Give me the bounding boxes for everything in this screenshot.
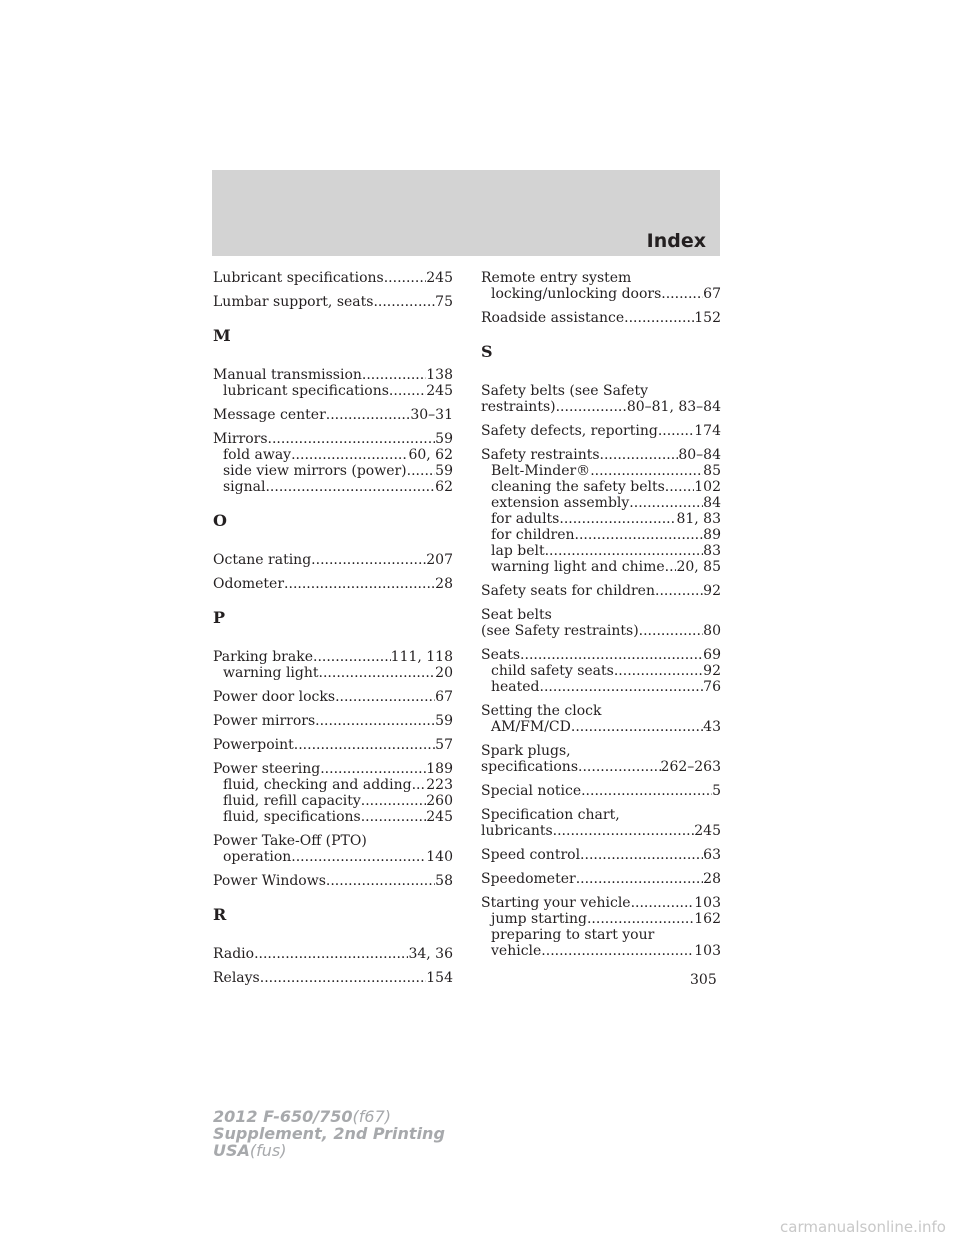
entry-page-ref: 76	[703, 679, 721, 695]
entry-page-ref: 245	[426, 270, 453, 286]
index-entry-line	[481, 383, 721, 399]
dot-leader	[254, 946, 408, 962]
entry-text: locking/unlocking doors	[491, 286, 662, 302]
footer-line-3	[213, 1142, 445, 1159]
index-entry	[213, 576, 453, 592]
entry-text: lap belt	[491, 543, 545, 559]
entry-text: Speed control	[481, 847, 581, 863]
index-subentry	[213, 849, 453, 865]
dot-leader	[361, 809, 427, 825]
dot-leader	[291, 447, 408, 463]
dot-leader	[553, 823, 695, 839]
index-entry	[213, 689, 453, 705]
index-entry	[213, 946, 453, 962]
entry-text: lubricant specifications	[223, 383, 389, 399]
entry-page-ref: 92	[703, 583, 721, 599]
index-entry-line	[481, 423, 721, 439]
index-entry	[481, 383, 721, 415]
index-subentry	[213, 777, 453, 793]
index-entry	[481, 647, 721, 695]
index-entry	[213, 713, 453, 729]
index-letter-heading: O	[213, 511, 227, 530]
index-entry-line	[481, 270, 721, 286]
index-entry	[481, 807, 721, 839]
index-entry-line	[481, 447, 721, 463]
entry-page-ref: 223	[426, 777, 453, 793]
index-entry-line	[213, 713, 453, 729]
entry-text: Belt-Minder®	[491, 463, 591, 479]
dot-leader	[624, 310, 694, 326]
dot-leader	[658, 423, 694, 439]
index-entry	[481, 447, 721, 575]
dot-leader	[545, 543, 704, 559]
index-entry	[213, 552, 453, 568]
entry-text: side view mirrors (power)	[223, 463, 407, 479]
dot-leader	[326, 873, 435, 889]
index-entry-line	[481, 823, 721, 839]
dot-leader	[559, 511, 676, 527]
index-entry-line	[481, 895, 721, 911]
entry-text: Odometer	[213, 576, 285, 592]
entry-page-ref: 162	[694, 911, 721, 927]
entry-text: cleaning the safety belts	[491, 479, 665, 495]
index-entry-line	[481, 871, 721, 887]
index-entry-line	[213, 737, 453, 753]
index-entry-line	[213, 946, 453, 962]
index-subentry	[481, 911, 721, 927]
dot-leader	[520, 647, 703, 663]
index-subentry	[213, 383, 453, 399]
dot-leader	[284, 576, 435, 592]
entry-text: operation	[223, 849, 292, 865]
entry-text: (see Safety restraints)	[481, 623, 639, 639]
dot-leader	[294, 737, 435, 753]
index-entry	[481, 783, 721, 799]
dot-leader	[556, 399, 627, 415]
entry-text: restraints)	[481, 399, 556, 415]
index-subentry	[481, 286, 721, 302]
dot-leader	[587, 911, 694, 927]
index-letter-heading: R	[213, 905, 227, 924]
entry-text: AM/FM/CD	[491, 719, 571, 735]
entry-text: Message center	[213, 407, 326, 423]
entry-page-ref: 140	[426, 849, 453, 865]
dot-leader	[631, 895, 695, 911]
entry-page-ref: 154	[426, 970, 453, 986]
dot-leader	[362, 367, 426, 383]
index-entry	[213, 649, 453, 681]
index-entry-line	[213, 552, 453, 568]
entry-text: warning light and chime	[491, 559, 665, 575]
dot-leader	[268, 431, 436, 447]
index-subentry	[481, 559, 721, 575]
page-number: 305	[690, 972, 717, 988]
entry-page-ref: 60, 62	[408, 447, 453, 463]
index-entry-line	[213, 649, 453, 665]
entry-page-ref: 245	[694, 823, 721, 839]
entry-page-ref: 63	[703, 847, 721, 863]
entry-page-ref: 59	[435, 713, 453, 729]
dot-leader	[571, 719, 703, 735]
index-entry-line	[213, 431, 453, 447]
entry-text: Mirrors	[213, 431, 268, 447]
entry-page-ref: 28	[703, 871, 721, 887]
entry-page-ref: 102	[694, 479, 721, 495]
entry-text: Relays	[213, 970, 260, 986]
entry-page-ref: 245	[426, 383, 453, 399]
dot-leader	[661, 286, 703, 302]
dot-leader	[320, 761, 426, 777]
dot-leader	[361, 793, 427, 809]
entry-text: heated	[491, 679, 540, 695]
dot-leader	[335, 689, 435, 705]
entry-text: signal	[223, 479, 266, 495]
entry-page-ref: 59	[435, 431, 453, 447]
dot-leader	[665, 479, 694, 495]
index-subentry	[481, 511, 721, 527]
index-entry-line	[481, 310, 721, 326]
index-subentry	[213, 665, 453, 681]
index-entry-line	[481, 759, 721, 775]
entry-text: warning light	[223, 665, 319, 681]
entry-text: Lubricant specifications	[213, 270, 384, 286]
index-subentry	[481, 527, 721, 543]
index-entry-line	[213, 367, 453, 383]
entry-text: for children	[491, 527, 575, 543]
dot-leader	[541, 943, 694, 959]
index-entry-line	[213, 761, 453, 777]
entry-page-ref: 58	[435, 873, 453, 889]
index-entry	[213, 431, 453, 495]
entry-page-ref: 111, 118	[390, 649, 453, 665]
index-subentry	[481, 495, 721, 511]
dot-leader	[614, 663, 703, 679]
entry-text: fold away	[223, 447, 292, 463]
entry-page-ref: 5	[712, 783, 721, 799]
footer-line-2: Supplement, 2nd Printing	[213, 1124, 445, 1143]
index-entry	[481, 703, 721, 735]
entry-page-ref: 174	[694, 423, 721, 439]
dot-leader	[578, 759, 661, 775]
dot-leader	[655, 583, 703, 599]
entry-text: Power mirrors	[213, 713, 316, 729]
dot-leader	[412, 777, 427, 793]
entry-text: Safety belts (see Safety	[481, 383, 648, 399]
footer-market-code: (fus)	[249, 1141, 287, 1160]
entry-page-ref: 89	[703, 527, 721, 543]
index-entry	[481, 583, 721, 599]
entry-page-ref: 59	[435, 463, 453, 479]
index-entry-line	[481, 847, 721, 863]
dot-leader	[639, 623, 704, 639]
entry-page-ref: 69	[703, 647, 721, 663]
index-entry	[481, 743, 721, 775]
entry-text: Setting the clock	[481, 703, 602, 719]
entry-page-ref: 62	[435, 479, 453, 495]
index-subentry	[481, 543, 721, 559]
header-band	[212, 170, 720, 256]
index-entry	[213, 761, 453, 825]
entry-text: lubricants	[481, 823, 553, 839]
entry-text: vehicle	[491, 943, 542, 959]
entry-page-ref: 138	[426, 367, 453, 383]
entry-page-ref: 75	[435, 294, 453, 310]
dot-leader	[389, 383, 426, 399]
entry-text: Lumbar support, seats	[213, 294, 374, 310]
index-entry-line	[213, 970, 453, 986]
index-entry	[481, 607, 721, 639]
index-entry-line	[213, 294, 453, 310]
entry-text: Spark plugs,	[481, 743, 571, 759]
entry-text: Power door locks	[213, 689, 336, 705]
dot-leader	[384, 270, 427, 286]
entry-text: fluid, specifications	[223, 809, 361, 825]
dot-leader	[265, 479, 435, 495]
entry-page-ref: 34, 36	[408, 946, 453, 962]
footer-market: USA	[213, 1141, 250, 1160]
index-subentry	[481, 943, 721, 959]
entry-page-ref: 103	[694, 895, 721, 911]
index-letter-heading: P	[213, 608, 226, 627]
entry-page-ref: 85	[703, 463, 721, 479]
index-entry-line	[481, 703, 721, 719]
dot-leader	[311, 552, 426, 568]
index-entry-line	[481, 583, 721, 599]
dot-leader	[581, 783, 712, 799]
entry-page-ref: 20	[435, 665, 453, 681]
index-entry-line	[481, 743, 721, 759]
entry-text: Starting your vehicle	[481, 895, 631, 911]
index-subentry	[213, 463, 453, 479]
index-entry	[213, 737, 453, 753]
entry-text: Safety seats for children	[481, 583, 655, 599]
entry-text: child safety seats	[491, 663, 614, 679]
dot-leader	[580, 847, 703, 863]
footer-line-1	[213, 1108, 445, 1125]
entry-text: Remote entry system	[481, 270, 632, 286]
index-entry-line	[213, 270, 453, 286]
entry-text: for adults	[491, 511, 560, 527]
index-entry-line	[481, 783, 721, 799]
entry-page-ref: 207	[426, 552, 453, 568]
dot-leader	[373, 294, 435, 310]
entry-text: Manual transmission	[213, 367, 362, 383]
index-entry	[213, 407, 453, 423]
dot-leader	[319, 665, 436, 681]
index-entry	[481, 310, 721, 326]
index-subentry	[481, 479, 721, 495]
dot-leader	[576, 871, 703, 887]
entry-text: Octane rating	[213, 552, 312, 568]
index-entry	[481, 270, 721, 302]
entry-text: fluid, checking and adding	[223, 777, 412, 793]
dot-leader	[313, 649, 391, 665]
entry-page-ref: 84	[703, 495, 721, 511]
entry-page-ref: 260	[426, 793, 453, 809]
entry-text: Seats	[481, 647, 521, 663]
index-entry-line	[213, 833, 453, 849]
entry-page-ref: 43	[703, 719, 721, 735]
index-entry-line	[213, 576, 453, 592]
entry-page-ref: 67	[435, 689, 453, 705]
entry-text: Safety defects, reporting	[481, 423, 658, 439]
entry-text: Safety restraints	[481, 447, 600, 463]
index-subentry	[481, 679, 721, 695]
entry-page-ref: 92	[703, 663, 721, 679]
entry-text: Parking brake	[213, 649, 313, 665]
dot-leader	[665, 559, 677, 575]
entry-page-ref: 80–84	[678, 447, 721, 463]
dot-leader	[575, 527, 704, 543]
entry-page-ref: 189	[426, 761, 453, 777]
index-entry-line	[213, 873, 453, 889]
entry-text: Powerpoint	[213, 737, 294, 753]
index-entry	[213, 294, 453, 310]
entry-page-ref: 245	[426, 809, 453, 825]
index-subentry	[213, 809, 453, 825]
entry-page-ref: 20, 85	[676, 559, 721, 575]
index-subentry	[213, 447, 453, 463]
entry-page-ref: 83	[703, 543, 721, 559]
index-entry-line	[213, 407, 453, 423]
index-entry	[213, 873, 453, 889]
dot-leader	[629, 495, 703, 511]
entry-text: Power Windows	[213, 873, 326, 889]
dot-leader	[315, 713, 435, 729]
entry-page-ref: 103	[694, 943, 721, 959]
dot-leader	[407, 463, 436, 479]
entry-text: fluid, refill capacity	[223, 793, 361, 809]
entry-page-ref: 262–263	[660, 759, 721, 775]
index-subentry	[213, 479, 453, 495]
entry-page-ref: 80	[703, 623, 721, 639]
index-subentry	[481, 463, 721, 479]
dot-leader	[291, 849, 426, 865]
index-entry	[213, 367, 453, 399]
index-subentry	[213, 793, 453, 809]
dot-leader	[600, 447, 679, 463]
entry-text: Radio	[213, 946, 255, 962]
dot-leader	[590, 463, 703, 479]
index-entry	[481, 423, 721, 439]
entry-page-ref: 152	[694, 310, 721, 326]
index-entry-line	[213, 689, 453, 705]
index-entry-line	[481, 607, 721, 623]
footer-model: 2012 F-650/750	[213, 1107, 353, 1126]
entry-text: specifications	[481, 759, 579, 775]
entry-text: extension assembly	[491, 495, 630, 511]
index-entry	[213, 970, 453, 986]
index-entry	[481, 871, 721, 887]
entry-page-ref: 80–81, 83–84	[626, 399, 721, 415]
entry-page-ref: 28	[435, 576, 453, 592]
index-subentry	[481, 719, 721, 735]
index-entry-line	[481, 807, 721, 823]
entry-text: preparing to start your	[491, 927, 655, 943]
index-column-left	[213, 270, 453, 994]
entry-text: Speedometer	[481, 871, 576, 887]
dot-leader	[540, 679, 704, 695]
watermark: carmanualsonline.info	[780, 1218, 946, 1236]
entry-text: Special notice	[481, 783, 582, 799]
section-title: Index	[646, 230, 706, 252]
index-entry	[213, 833, 453, 865]
entry-text: Power Take-Off (PTO)	[213, 833, 367, 849]
index-entry	[481, 847, 721, 863]
index-entry-line	[481, 623, 721, 639]
entry-text: jump starting	[491, 911, 587, 927]
entry-page-ref: 30–31	[410, 407, 453, 423]
index-subentry	[481, 663, 721, 679]
index-letter-heading: M	[213, 326, 231, 345]
print-footer	[213, 1108, 445, 1159]
index-column-right	[481, 270, 721, 967]
index-entry-line	[481, 647, 721, 663]
index-subentry	[481, 927, 721, 943]
entry-text: Power steering	[213, 761, 321, 777]
entry-page-ref: 57	[435, 737, 453, 753]
entry-page-ref: 67	[703, 286, 721, 302]
entry-text: Seat belts	[481, 607, 552, 623]
entry-page-ref: 81, 83	[676, 511, 721, 527]
footer-model-code: (f67)	[352, 1107, 391, 1126]
index-entry	[481, 895, 721, 959]
dot-leader	[326, 407, 411, 423]
index-entry	[213, 270, 453, 286]
entry-text: Specification chart,	[481, 807, 620, 823]
dot-leader	[260, 970, 427, 986]
index-letter-heading: S	[481, 342, 493, 361]
entry-text: Roadside assistance	[481, 310, 625, 326]
index-entry-line	[481, 399, 721, 415]
